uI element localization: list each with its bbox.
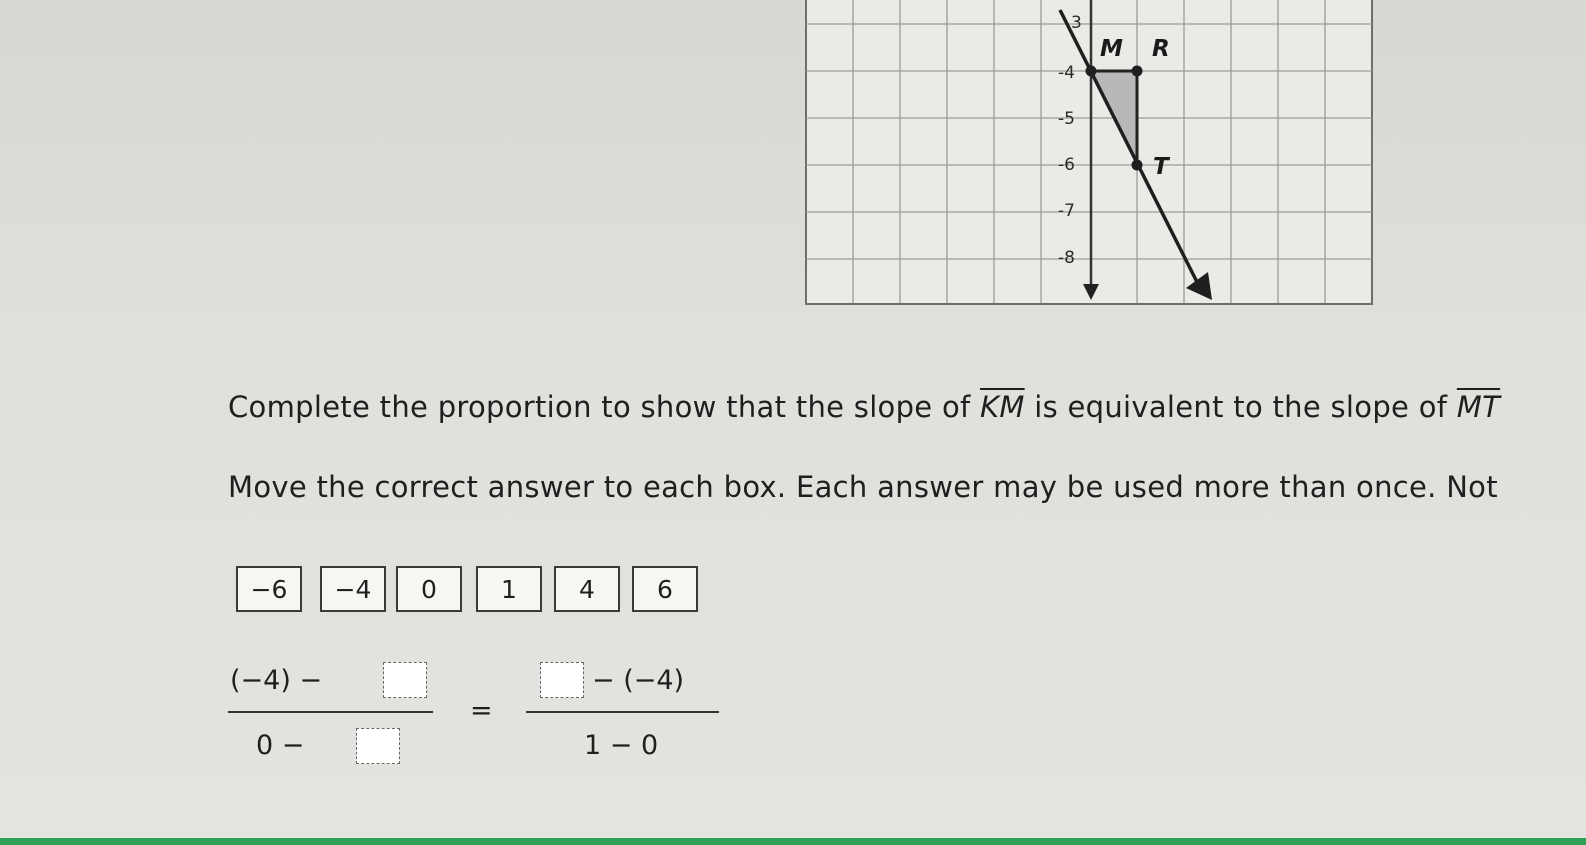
right-fraction-bar xyxy=(526,711,719,713)
tile-1[interactable]: 1 xyxy=(476,566,542,612)
drop-box-left-denominator[interactable] xyxy=(356,728,400,764)
tile-6[interactable]: 6 xyxy=(632,566,698,612)
segment-KM: $\overline{KM}$ xyxy=(980,390,1025,424)
right-denominator-text: 1 − 0 xyxy=(584,730,659,761)
left-fraction-bar xyxy=(228,711,433,713)
tile-0[interactable]: 0 xyxy=(396,566,462,612)
segment-MT: $\overline{MT}$ xyxy=(1456,390,1501,424)
label-M: M xyxy=(1100,36,1123,62)
y-label-neg7: -7 xyxy=(1058,201,1075,221)
bottom-status-bar xyxy=(0,838,1586,845)
y-label-neg6: -6 xyxy=(1058,155,1075,175)
left-denominator-text: 0 − xyxy=(256,730,305,761)
instruction-text: Move the correct answer to each box. Each answer may be used more than once. Not xyxy=(228,470,1498,504)
left-numerator-text: (−4) − xyxy=(230,665,323,696)
drop-box-left-numerator[interactable] xyxy=(383,662,427,698)
equals-sign: = xyxy=(470,695,493,726)
y-label-neg8: -8 xyxy=(1058,248,1075,268)
tile-neg4[interactable]: −4 xyxy=(320,566,386,612)
tile-4[interactable]: 4 xyxy=(554,566,620,612)
drop-box-right-numerator[interactable] xyxy=(540,662,584,698)
y-label-neg5: -5 xyxy=(1058,109,1075,129)
point-R xyxy=(1132,66,1143,77)
label-T: T xyxy=(1153,154,1169,180)
y-label-3: 3 xyxy=(1071,13,1082,33)
label-R: R xyxy=(1152,36,1170,62)
question-text: Complete the proportion to show that the slope of $\overline{KM}$ is equivalent to the slope of $\overline{MT}$ xyxy=(228,390,1501,424)
y-label-neg4: -4 xyxy=(1058,63,1075,83)
right-numerator-text: − (−4) xyxy=(592,665,685,696)
coordinate-graph xyxy=(0,0,1586,320)
point-T xyxy=(1132,160,1143,171)
point-M xyxy=(1086,66,1097,77)
tile-neg6[interactable]: −6 xyxy=(236,566,302,612)
